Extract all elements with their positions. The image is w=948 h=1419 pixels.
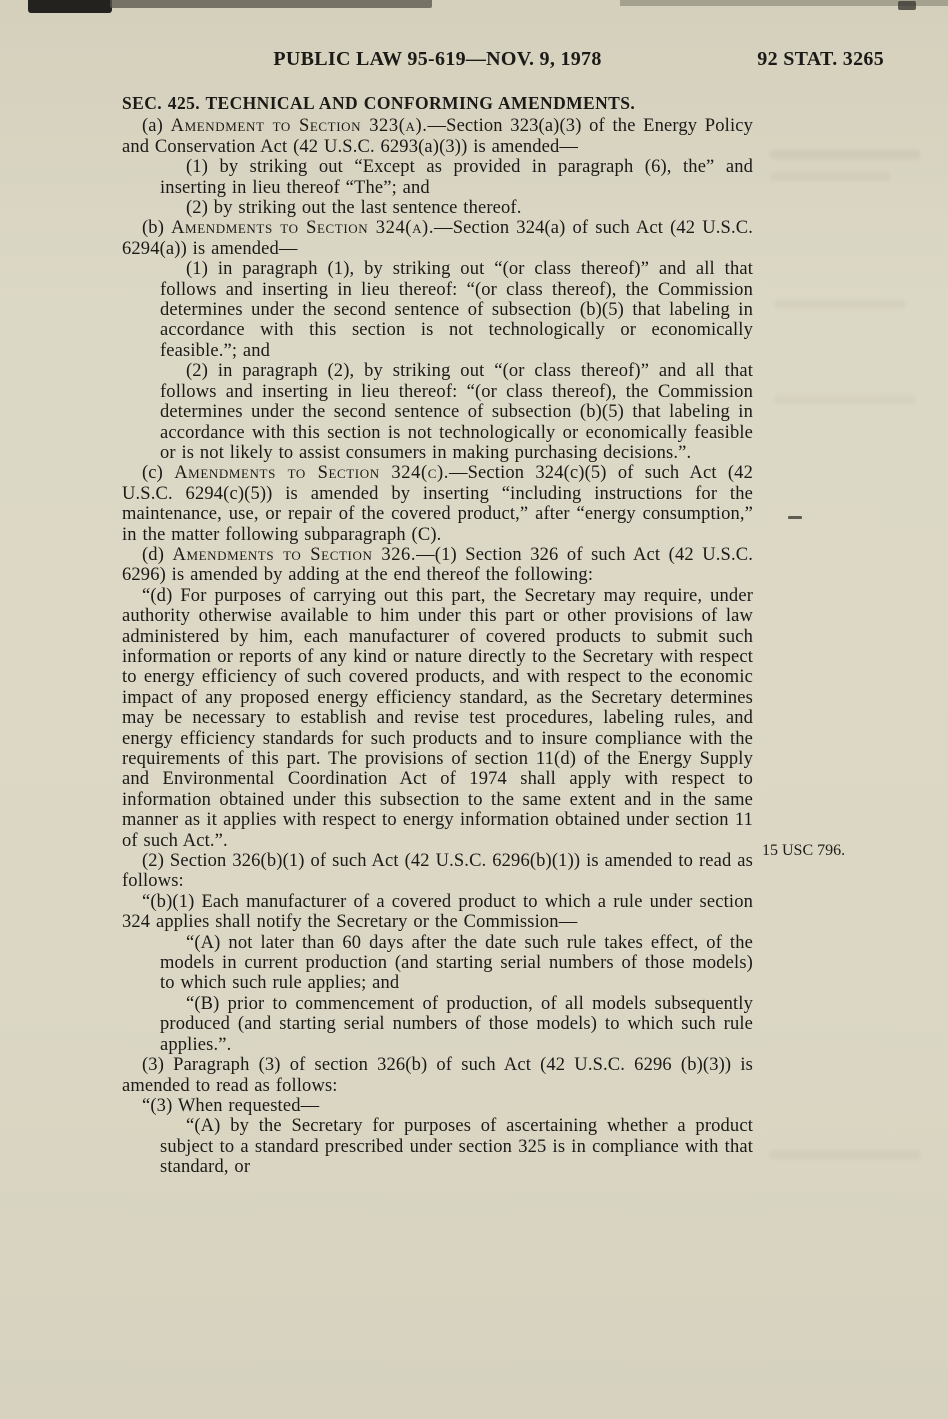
statute-paragraph <box>122 463 753 545</box>
bleed-through-ghost <box>770 172 890 181</box>
paragraph-text: (2) by striking out the last sentence thereof. <box>186 198 522 219</box>
small-caps-heading-text: Amendments to Section 326. <box>172 544 417 565</box>
small-caps-heading-text: Amendment to Section 323(a). <box>170 116 428 137</box>
statute-paragraph <box>160 259 753 361</box>
statute-paragraph <box>122 892 753 933</box>
statute-paragraph <box>122 545 753 586</box>
paragraphs-container <box>122 116 753 1177</box>
bleed-through-ghost <box>770 150 920 159</box>
paragraph-text: (c) <box>142 463 175 484</box>
statute-body <box>122 93 753 1178</box>
paragraph-text: “(B) prior to commencement of production, of all models subsequently produced (and starting serial numbers of those models) to which such rule applies.”. <box>160 993 753 1055</box>
paragraph-text: —Section 323(a)(3) of the Energy Policy and Conservation Act (42 U.S.C. 6293(a)(3)) is amended— <box>122 116 753 157</box>
paragraph-text: “(d) For purposes of carrying out this part, the Secretary may require, under authority otherwise available to him under this part or other provisions of law administered by him, each manufacturer of covered products to submit such information or reports of any kind or nature directly to the Secretary with respect to energy efficiency of such covered products, and with respect to the economic impact of any proposed energy efficiency standard, as the Secretary determines may be necessary to establish and revise test procedures, labeling rules, and energy efficiency standards for such products and to insure compliance with the requirements of this part. The provisions of section 11(d) of the Energy Supply and Environmental Coordination Act of 1974 shall apply with respect to information obtained under this subsection to the same extent and in the same manner as it applies with respect to energy information obtained under section 11 of such Act.”. <box>122 585 753 851</box>
paragraph-text: (a) <box>142 116 171 137</box>
statute-paragraph <box>160 994 753 1055</box>
statute-page-number: 92 STAT. 3265 <box>757 48 884 70</box>
paragraph-text: “(A) not later than 60 days after the date such rule takes effect, of the models in current production (and starting serial numbers of those models) to which such rule applies; and <box>160 932 753 994</box>
scan-artifact <box>898 1 916 10</box>
page-header <box>122 48 884 74</box>
statute-paragraph <box>122 116 753 157</box>
statute-paragraph <box>160 1116 753 1177</box>
scan-artifact <box>28 0 112 13</box>
statute-paragraph <box>122 218 753 259</box>
paragraph-text: —Section 324(a) of such Act (42 U.S.C. 6294(a)) is amended— <box>122 218 754 259</box>
paragraph-text: —(1) Section 326 of such Act (42 U.S.C. 6296) is amended by adding at the end thereof the following: <box>122 544 753 586</box>
statute-paragraph <box>122 851 753 892</box>
scan-artifact <box>110 0 432 8</box>
section-heading: SEC. 425. TECHNICAL AND CONFORMING AMENDMENTS. <box>122 93 636 113</box>
running-head-title: PUBLIC LAW 95-619—NOV. 9, 1978 <box>273 48 602 70</box>
margin-note-usc-citation: 15 USC 796. <box>762 842 846 859</box>
bleed-through-ghost <box>775 395 915 404</box>
statute-paragraph <box>160 361 753 463</box>
statute-paragraph <box>122 586 753 851</box>
paragraph-text: (1) by striking out “Except as provided in paragraph (6), the” and inserting in lieu thereof “The”; and <box>160 157 753 198</box>
paragraph-text: “(A) by the Secretary for purposes of ascertaining whether a product subject to a standard prescribed under section 325 is in compliance with that standard, or <box>160 1116 753 1178</box>
small-caps-heading-text: Amendments to Section 324(c). <box>174 463 449 484</box>
bleed-through-ghost <box>770 1150 920 1159</box>
statute-paragraph <box>122 1096 753 1116</box>
paragraph-text: “(b)(1) Each manufacturer of a covered product to which a rule under section 324 applies shall notify the Secretary or the Commission— <box>122 891 753 933</box>
statute-paragraph <box>160 198 753 218</box>
paragraph-text: (b) <box>142 218 172 239</box>
bleed-through-ghost <box>775 300 905 309</box>
paragraph-text: (d) <box>142 544 173 565</box>
paragraph-text: (2) Section 326(b)(1) of such Act (42 U.S.C. 6296(b)(1)) is amended to read as follows: <box>122 851 753 892</box>
small-caps-heading-text: Amendments to Section 324(a). <box>171 218 435 239</box>
statute-paragraph <box>160 933 753 994</box>
statute-paragraph <box>160 157 753 198</box>
paragraph-text: (3) Paragraph (3) of section 326(b) of such Act (42 U.S.C. 6296 (b)(3)) is amended to read as follows: <box>122 1055 753 1096</box>
paragraph-text: —Section 324(c)(5) of such Act (42 U.S.C. 6294(c)(5)) is amended by inserting “including instructions for the maintenance, use, or repair of the covered product,” after “energy consumption,” in the matter following subparagraph (C). <box>122 463 753 545</box>
scan-artifact <box>788 516 802 519</box>
paragraph-text: (1) in paragraph (1), by striking out “(or class thereof)” and all that follows and inserting in lieu thereof: “(or class thereof), the Commission determines under the second sentence of subsection (b)(5) that labeling in accordance with this section is not technologically or economically feasible.”; and <box>160 259 753 361</box>
statute-paragraph <box>122 1055 753 1096</box>
scan-artifact <box>620 0 948 6</box>
paragraph-text: “(3) When requested— <box>142 1095 320 1116</box>
paragraph-text: (2) in paragraph (2), by striking out “(or class thereof)” and all that follows and inserting in lieu thereof: “(or class thereof), the Commission determines under the second sentence of subsection (b)(5) that labeling in accordance with this section is not technologically or economically feasible or is not likely to assist consumers in making purchasing decisions.”. <box>160 361 753 463</box>
